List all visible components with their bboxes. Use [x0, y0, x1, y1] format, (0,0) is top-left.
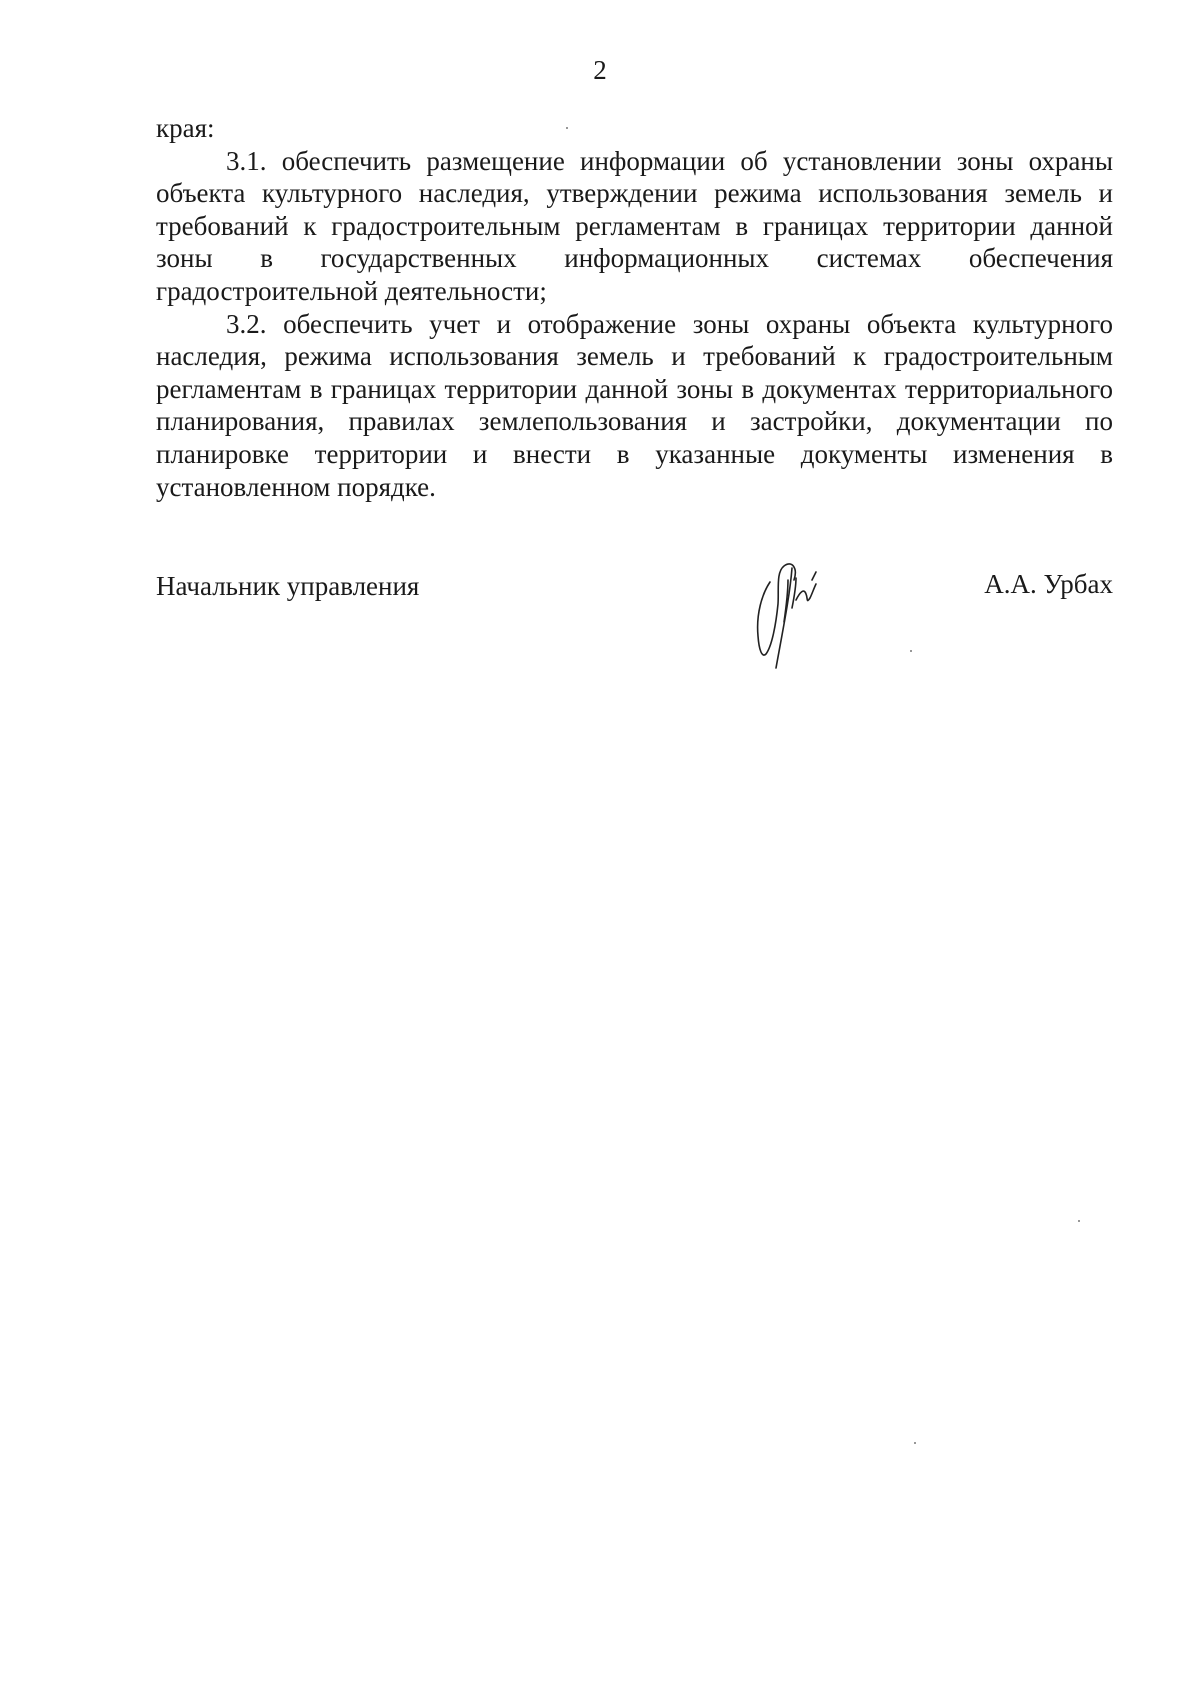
scan-speck — [566, 127, 568, 129]
scan-speck — [1078, 1220, 1080, 1222]
signatory-name: А.А. Урбах — [984, 569, 1113, 599]
handwritten-signature — [736, 554, 836, 672]
signature-block — [156, 560, 1113, 680]
page-number: 2 — [593, 55, 607, 85]
signatory-position: Начальник управления — [156, 571, 420, 601]
document-body — [156, 112, 1113, 503]
scan-speck — [914, 1442, 916, 1444]
paragraph-3-2: 3.2. обеспечить учет и отображение зоны охраны объекта культурного наследия, режима использования земель и требований к градостроительным регламентам в границах территории данной зоны в документах территориального планирования, правилах землепользования и застройки, документации по планировке территории и внести в указанные документы изменения в установленном порядке. — [156, 308, 1113, 502]
paragraph-3-1: 3.1. обеспечить размещение информации об установлении зоны охраны объекта культурного наследия, утверждении режима использования земель и требований к градостроительным регламентам в границах территории данной зоны в государственных информационных системах обеспечения градостроительной деятельности; — [156, 145, 1113, 306]
lead-line: края: — [156, 113, 215, 143]
scan-speck — [910, 650, 912, 652]
